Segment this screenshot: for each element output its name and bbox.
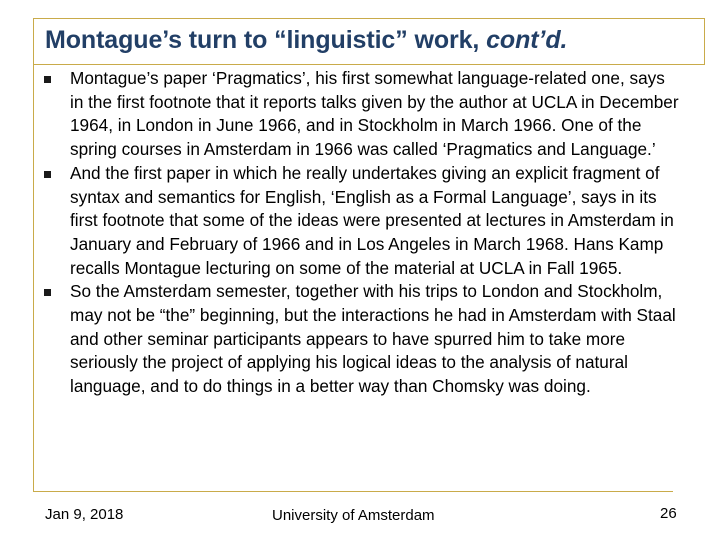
footer-divider [33,491,673,492]
bullet-item [42,67,682,162]
square-bullet-icon [44,289,51,296]
bullet-list [42,67,682,399]
page-number: 26 [660,505,677,522]
footer-institution: University of Amsterdam [272,507,435,524]
slide-title [45,26,567,55]
square-bullet-icon [44,76,51,83]
bullet-text: And the first paper in which he really undertakes giving an explicit fragment of syntax and semantics for English, ‘English as a Formal Language’, says in its first footnote that some of the ideas were presented at lectures in Amsterdam in January and February of 1966 and in Los Angeles in March 1968. Hans Kamp recalls Montague lecturing on some of the material at UCLA in Fall 1965. [70,162,674,278]
bullet-text: Montague’s paper ‘Pragmatics’, his first somewhat language-related one, says in the first footnote that it reports talks given by the author at UCLA in December 1964, in London in June 1966, and in Stockholm in March 1966. One of the spring courses in Amsterdam in 1966 was called ‘Pragmatics and Language.’ [70,68,679,160]
bullet-text: So the Amsterdam semester, together with his trips to London and Stockholm, may not be “the” beginning, but the interactions he had in Amsterdam with Staal and other seminar participants appears to have spurred him to take more seriously the project of applying his logical ideas to the analysis of natural language, and to do things in a better way than Chomsky was doing. [70,281,676,397]
title-divider [33,64,705,65]
footer-date: Jan 9, 2018 [45,506,124,523]
bullet-item [42,162,682,281]
bullet-item [42,280,682,399]
frame-top-line [33,18,705,19]
frame-right-line [704,18,705,64]
slide-title-main: Montague’s turn to “linguistic” work, [45,26,487,54]
square-bullet-icon [44,171,51,178]
frame-left-line [33,18,34,491]
slide-title-italic: cont’d. [486,26,568,54]
